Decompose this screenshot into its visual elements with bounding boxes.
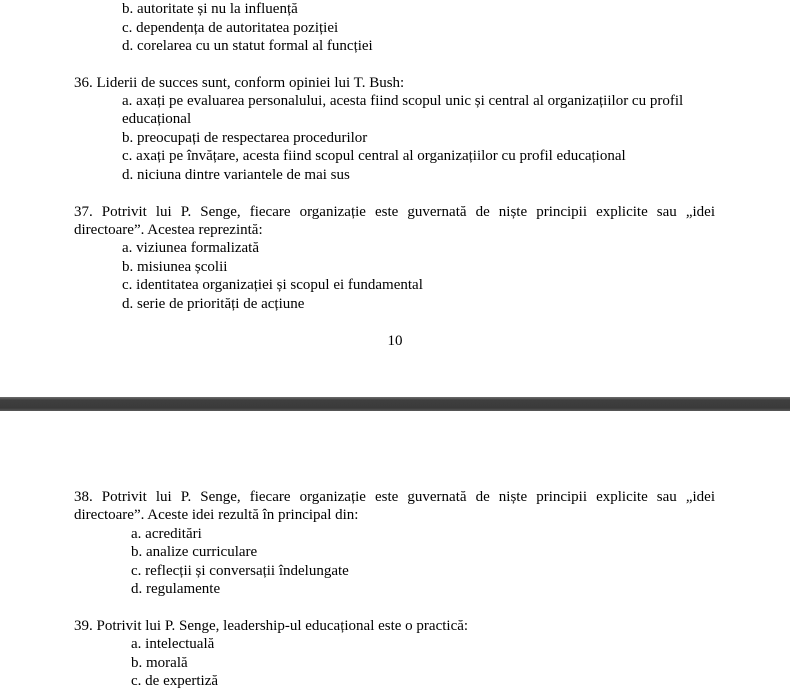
option-d: d. serie de priorități de acțiune (122, 296, 305, 312)
option-c: c. axați pe învățare, acesta fiind scopul central al organizațiilor cu profil educațional (122, 148, 626, 164)
question-36: 36. Liderii de succes sunt, conform opiniei lui T. Bush: (74, 75, 405, 91)
option-a: a. acreditări (131, 526, 202, 542)
option-b: b. analize curriculare (131, 544, 258, 560)
question-37-line2: directoare”. Acestea reprezintă: (74, 222, 263, 238)
document-page-11 (0, 411, 790, 693)
option-b: b. preocupați de respectarea procedurilor (122, 130, 368, 146)
option-d: d. corelarea cu un statut formal al funcției (122, 38, 373, 54)
option-a: a. axați pe evaluarea personalului, acesta fiind scopul unic și central al organizațiilor cu profil (122, 93, 684, 109)
page-separator (0, 397, 790, 411)
option-a-continuation: educațional (122, 111, 192, 127)
question-39: 39. Potrivit lui P. Senge, leadership-ul educațional este o practică: (74, 618, 469, 634)
option-c: c. identitatea organizației și scopul ei fundamental (122, 277, 423, 293)
option-c: c. reflecții și conversații îndelungate (131, 563, 349, 579)
option-a: a. intelectuală (131, 636, 215, 652)
option-a: a. viziunea formalizată (122, 240, 260, 256)
option-d: d. niciuna dintre variantele de mai sus (122, 167, 350, 183)
option-c: c. de expertiză (131, 673, 219, 689)
question-38-line1: 38. Potrivit lui P. Senge, fiecare organizație este guvernată de niște principii explicite sau „idei (74, 489, 715, 505)
option-b: b. morală (131, 655, 188, 671)
option-c: c. dependența de autoritatea poziției (122, 20, 339, 36)
option-d: d. regulamente (131, 581, 221, 597)
option-b: b. misiunea școlii (122, 259, 228, 275)
question-38-line2: directoare”. Aceste idei rezultă în principal din: (74, 507, 359, 523)
option-b: b. autoritate și nu la influență (122, 1, 298, 17)
question-37-line1: 37. Potrivit lui P. Senge, fiecare organizație este guvernată de niște principii explicite sau „idei (74, 204, 715, 220)
page-number: 10 (387, 333, 403, 349)
